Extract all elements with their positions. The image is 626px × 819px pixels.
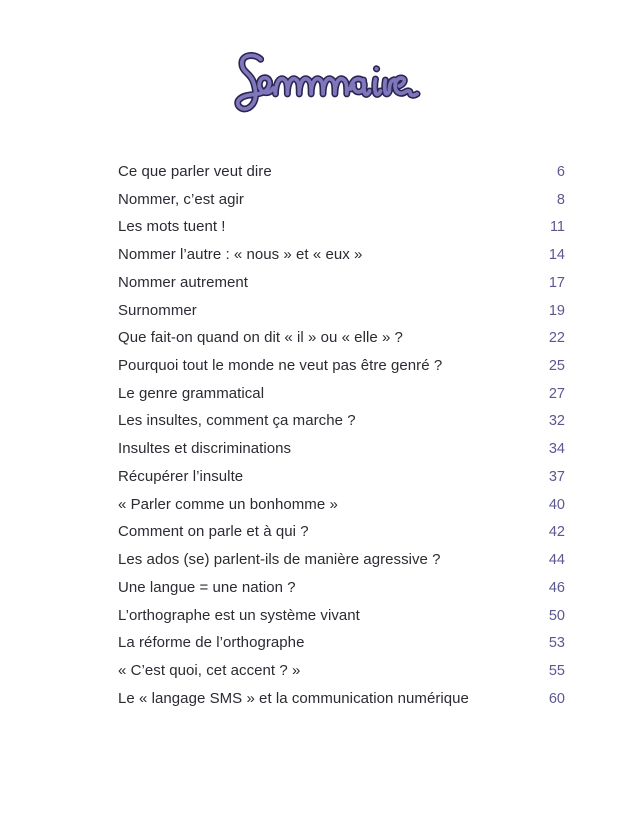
toc-entry — [118, 546, 565, 574]
toc-entry-page-number: 25 — [548, 358, 565, 375]
toc-list — [118, 158, 565, 712]
toc-entry-title: Une langue = une nation ? — [118, 578, 296, 596]
toc-entry — [118, 213, 565, 241]
toc-entry-title: Insultes et discriminations — [118, 440, 292, 458]
toc-entry — [118, 574, 565, 602]
toc-entry — [118, 435, 565, 463]
toc-entry — [118, 269, 565, 297]
toc-entry-title: L’orthographe est un système vivant — [118, 606, 360, 624]
toc-entry-page-number: 22 — [548, 330, 565, 347]
toc-entry-title: Nommer autrement — [118, 273, 249, 291]
toc-entry-page-number: 60 — [548, 690, 565, 707]
toc-entry-title: « Parler comme un bonhomme » — [118, 495, 338, 513]
toc-entry-page-number: 46 — [548, 579, 565, 596]
toc-entry-title: Les ados (se) parlent-ils de manière agressive ? — [118, 551, 441, 569]
toc-entry-page-number: 53 — [548, 635, 565, 652]
toc-entry-page-number: 17 — [548, 274, 565, 291]
toc-entry-page-number: 55 — [548, 662, 565, 679]
toc-entry-title: Nommer l’autre : « nous » et « eux » — [118, 246, 363, 264]
toc-entry — [118, 657, 565, 685]
toc-entry-page-number: 34 — [548, 441, 565, 458]
toc-entry — [118, 407, 565, 435]
toc-entry-title: Le « langage SMS » et la communication numérique — [118, 689, 469, 707]
toc-entry — [118, 352, 565, 380]
toc-entry-title: Pourquoi tout le monde ne veut pas être genré ? — [118, 357, 443, 375]
toc-entry-page-number: 44 — [548, 552, 565, 569]
toc-entry — [118, 685, 565, 713]
toc-entry-title: Surnommer — [118, 301, 197, 319]
toc-entry — [118, 463, 565, 491]
toc-entry — [118, 380, 565, 408]
toc-entry-title: Récupérer l’insulte — [118, 467, 244, 485]
toc-entry-page-number: 50 — [548, 607, 565, 624]
toc-entry — [118, 602, 565, 630]
toc-entry-page-number: 8 — [556, 191, 565, 208]
toc-entry-title: Ce que parler veut dire — [118, 163, 272, 180]
toc-entry-title: Nommer, c’est agir — [118, 190, 244, 208]
toc-entry-page-number: 32 — [548, 413, 565, 430]
toc-entry-title: Que fait-on quand on dit « il » ou « elle » ? — [118, 329, 403, 347]
toc-entry-title: Les insultes, comment ça marche ? — [118, 412, 356, 430]
toc-entry-title: La réforme de l’orthographe — [118, 634, 305, 652]
toc-entry-page-number: 37 — [548, 468, 565, 485]
toc-entry — [118, 491, 565, 519]
toc-entry — [118, 241, 565, 269]
toc-entry — [118, 629, 565, 657]
toc-entry — [118, 297, 565, 325]
toc-entry-page-number: 27 — [548, 385, 565, 402]
toc-entry-page-number: 40 — [548, 496, 565, 513]
toc-entry-title: Les mots tuent ! — [118, 218, 226, 236]
toc-entry-title: « C’est quoi, cet accent ? » — [118, 661, 301, 679]
toc-entry-page-number: 19 — [548, 302, 565, 319]
page-title — [227, 52, 425, 116]
toc-entry — [118, 518, 565, 546]
toc-entry-page-number: 14 — [548, 247, 565, 264]
toc-entry — [118, 158, 565, 186]
toc-entry-title: Le genre grammatical — [118, 384, 265, 402]
toc-entry-page-number: 42 — [548, 524, 565, 541]
toc-entry-page-number: 6 — [556, 164, 565, 180]
toc-entry-title: Comment on parle et à qui ? — [118, 523, 309, 541]
toc-entry-page-number: 11 — [549, 219, 565, 236]
sommaire-handwritten-lettering — [227, 52, 425, 116]
toc-entry — [118, 324, 565, 352]
toc-entry — [118, 186, 565, 214]
